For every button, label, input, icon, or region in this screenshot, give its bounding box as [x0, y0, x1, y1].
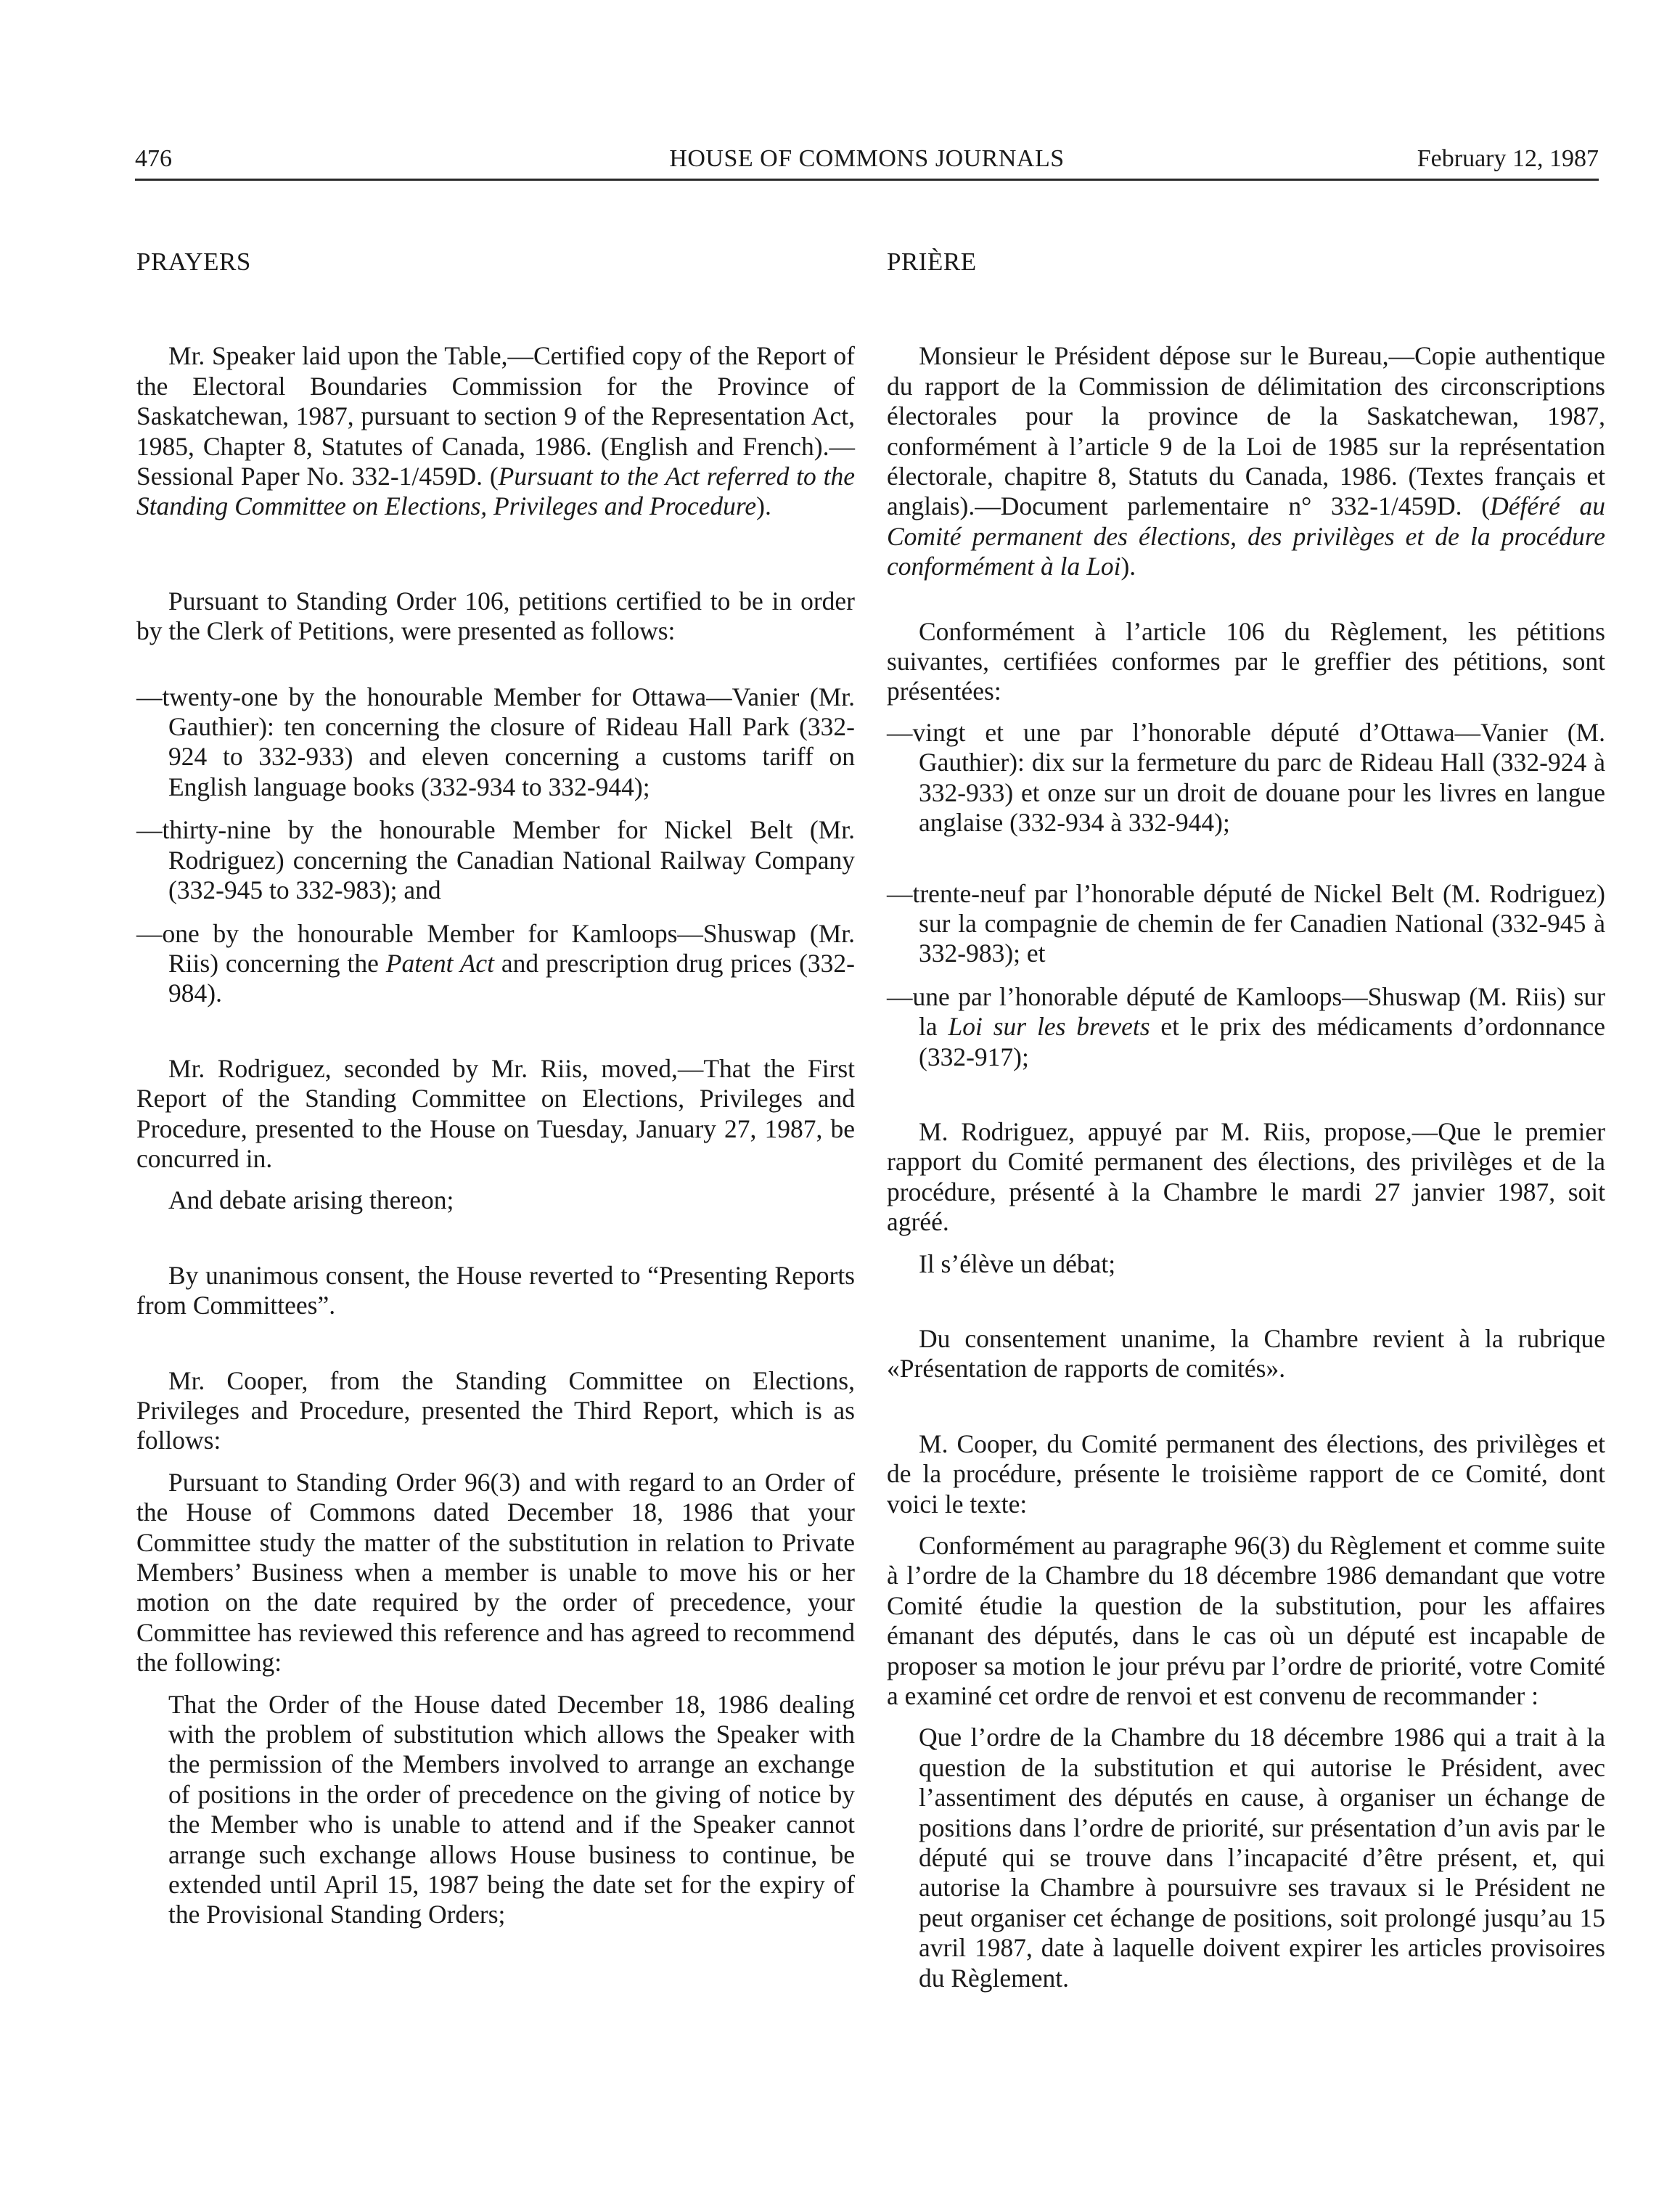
tabling-end: ). [756, 491, 771, 521]
petition-item-3-end: and prescription drug prices (332-984). [168, 948, 855, 1008]
tabling-referral: Pursuant to the Act referred to the Standing Committee on Elections, Privileges and Procedure [136, 462, 855, 521]
report-body-paragraph-fr: Conformément au paragraphe 96(3) du Règlement et comme suite à l’ordre de la Chambre du 18 décembre 1986 demandant que votre Comité étudie la question de la substitution, pour les affaires émanant des députés, dans le cas où un député est incapable de proposer sa motion le jour prévu par l’ordre de priorité, votre Comité a examiné cet ordre de renvoi et est convenu de recommander : [887, 1531, 1605, 1711]
section-heading-priere: PRIÈRE [887, 248, 977, 276]
journal-date: February 12, 1987 [1417, 145, 1599, 172]
report-recommendation-paragraph: That the Order of the House dated December 18, 1986 dealing with the problem of substitution which allows the Speaker with the permission of the Members involved to arrange an exchange of positions in the order of precedence on the giving of notice by the Member who is unable to attend and if the Speaker cannot arrange such exchange allows House business to continue, be extended until April 15, 1987 being the date set for the expiry of the Provisional Standing Orders; [168, 1689, 855, 1929]
patent-act-title: Patent Act [385, 948, 494, 978]
english-column [136, 240, 855, 1930]
loi-brevets-title: Loi sur les brevets [948, 1012, 1150, 1042]
petition-item-3-fr-text: —une par l’honorable député de Kamloops—Shuswap (M. Riis) sur la [887, 981, 1605, 1042]
page-number: 476 [135, 145, 172, 172]
report-intro-paragraph-fr: M. Cooper, du Comité permanent des élections, des privilèges et de la procédure, présente le troisième rapport de ce Comité, dont voici le texte: [887, 1429, 1605, 1519]
reverted-paragraph-fr: Du consentement unanime, la Chambre revient à la rubrique «Présentation de rapports de comités». [887, 1323, 1605, 1384]
petition-item-2-fr: —trente-neuf par l’honorable député de Nickel Belt (M. Rodriguez) sur la compagnie de chemin de fer Canadien National (332-945 à 332-983); et [887, 878, 1605, 968]
report-recommendation-paragraph-fr: Que l’ordre de la Chambre du 18 décembre 1986 qui a trait à la question de la substitution et qui autorise le Président, avec l’assentiment des députés en cause, à organiser un échange de positions dans l’ordre de priorité, sur présentation d’un avis par le député qui se trouve dans l’incapacité d’être présent, et, qui autorise la Chambre à poursuivre ses travaux si le Président ne peut organiser cet échange de positions, soit prolongé jusqu’au 15 avril 1987, date à laquelle doivent expirer les articles provisoires du Règlement. [919, 1723, 1605, 1993]
motion-paragraph: Mr. Rodriguez, seconded by Mr. Riis, moved,—That the First Report of the Standing Committee on Elections, Privileges and Procedure, presented to the House on Tuesday, January 27, 1987, be concurred in. [136, 1053, 855, 1173]
tabling-text: Mr. Speaker laid upon the Table,—Certified copy of the Report of the Electoral Boundaries Commission for the Province of Saskatchewan, 1987, pursuant to section 9 of the Representation Act, 1985, Chapter 8, Statutes of Canada, 1986. (English and French).—Sessional Paper No. 332-1/459D. ( [136, 341, 855, 491]
petition-item-1-fr: —vingt et une par l’honorable député d’Ottawa—Vanier (M. Gauthier): dix sur la fermeture du parc de Rideau Hall (332-924 à 332-933) et onze sur un droit de douane pour les livres en langue anglaise (332-934 à 332-944); [887, 717, 1605, 838]
motion-paragraph-fr: M. Rodriguez, appuyé par M. Riis, propose,—Que le premier rapport du Comité permanent des élections, des privilèges et de la procédure, présenté à la Chambre le mardi 27 janvier 1987, soit agréé. [887, 1116, 1605, 1237]
french-column [887, 240, 1605, 1993]
depot-renvoi: Déféré au Comité permanent des élections, des privilèges et de la procédure conformément à la Loi [887, 491, 1605, 581]
petition-item-1: —twenty-one by the honourable Member for Ottawa—Vanier (Mr. Gauthier): ten concerning the closure of Rideau Hall Park (332-924 to 332-933) and eleven concerning a customs tariff on English language books (332-934 to 332-944); [136, 682, 855, 801]
debate-paragraph-fr: Il s’élève un débat; [919, 1249, 1116, 1278]
tabling-paragraph [136, 341, 855, 521]
petitions-intro-fr: Conformément à l’article 106 du Règlement, les pétitions suivantes, certifiées conformes par le greffier des pétitions, sont présentées: [887, 616, 1605, 706]
journal-title: HOUSE OF COMMONS JOURNALS [669, 145, 1065, 172]
reverted-paragraph: By unanimous consent, the House reverted to “Presenting Reports from Committees”. [136, 1260, 855, 1320]
petition-item-3-text: —one by the honourable Member for Kamloops—Shuswap (Mr. Riis) concerning the [136, 918, 855, 978]
petition-item-2: —thirty-nine by the honourable Member for Nickel Belt (Mr. Rodriguez) concerning the Canadian National Railway Company (332-945 to 332-983); and [136, 815, 855, 905]
depot-end: ). [1120, 552, 1136, 581]
report-body-paragraph: Pursuant to Standing Order 96(3) and with regard to an Order of the House of Commons dated December 18, 1986 that your Committee study the matter of the substitution in relation to Private Members’ Business when a member is unable to move his or her motion on the date required by the order of precedence, your Committee has reviewed this reference and has agreed to recommend the following: [136, 1467, 855, 1678]
depot-paragraph [887, 341, 1605, 581]
petition-item-3 [136, 919, 855, 1009]
petition-item-3-fr [887, 982, 1605, 1072]
petition-item-3-fr-end: et le prix des médicaments d’ordonnance (332-917); [919, 1012, 1605, 1071]
depot-text: Monsieur le Président dépose sur le Bureau,—Copie authentique du rapport de la Commission de délimitation des circonscriptions électorales pour la province de la Saskatchewan, 1987, conformément à l’article 9 de la Loi de 1985 sur la représentation électorale, chapitre 8, Statuts du Canada, 1986. (Textes français et anglais).—Document parlementaire n° 332-1/459D. ( [887, 341, 1605, 521]
debate-paragraph: And debate arising thereon; [168, 1185, 454, 1215]
section-heading-prayers: PRAYERS [136, 248, 251, 276]
petitions-intro: Pursuant to Standing Order 106, petitions certified to be in order by the Clerk of Petitions, were presented as follows: [136, 586, 855, 646]
report-intro-paragraph: Mr. Cooper, from the Standing Committee on Elections, Privileges and Procedure, presented the Third Report, which is as follows: [136, 1365, 855, 1455]
running-header [135, 142, 1599, 181]
